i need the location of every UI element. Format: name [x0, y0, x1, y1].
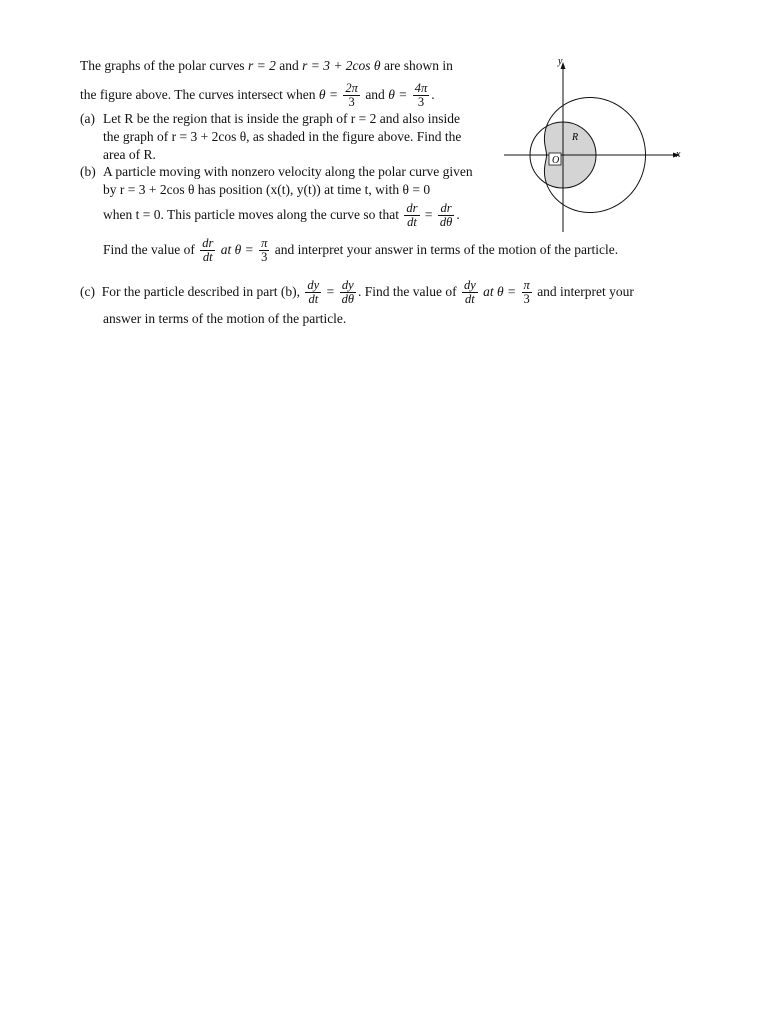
fraction-dy-dtheta	[340, 279, 356, 306]
part-b-line-1: A particle moving with nonzero velocity along the polar curve given	[103, 164, 473, 179]
fraction-denominator: 3	[523, 292, 530, 307]
part-b-text-end: and interpret your answer in terms of the motion of the particle.	[274, 242, 619, 257]
part-b-line-3	[103, 200, 460, 230]
equals-sign: =	[424, 207, 433, 222]
part-c-label: (c)	[80, 284, 95, 299]
equation-r2: r = 2	[247, 58, 276, 73]
period: .	[456, 207, 460, 222]
polar-curves-figure	[502, 56, 686, 234]
part-c-text-end: and interpret your	[537, 284, 634, 299]
theta-eq: θ =	[318, 87, 339, 102]
part-b-line-4	[103, 235, 618, 265]
fraction-denominator: dθ	[439, 215, 453, 230]
part-a-line-2: the graph of r = 3 + 2cos θ, as shaded in the figure above. Find the	[103, 129, 462, 144]
fraction-denominator: 3	[261, 250, 268, 265]
fraction-numerator: dr	[406, 201, 418, 216]
fraction-numerator: 2π	[345, 81, 358, 96]
part-c-text-2: . Find the value of	[358, 284, 457, 299]
fraction-numerator: dy	[463, 278, 476, 293]
theta-eq: at θ =	[220, 242, 254, 257]
intro-text: The graphs of the polar curves	[80, 58, 245, 73]
fraction-dr-dt	[200, 237, 215, 264]
fraction-numerator: π	[261, 236, 268, 251]
fraction-denominator: dt	[202, 250, 213, 265]
theta-eq: at θ =	[483, 284, 517, 299]
fraction-pi-3	[259, 237, 269, 264]
fraction-numerator: dr	[202, 236, 214, 251]
fraction-dr-dtheta	[438, 202, 454, 229]
part-b-label: (b)	[80, 164, 96, 179]
origin-label: O	[552, 155, 560, 166]
intro-and-2: and	[365, 87, 385, 102]
fraction-numerator: 4π	[414, 81, 428, 96]
fraction-pi-3	[522, 279, 532, 306]
fraction-numerator: dy	[340, 279, 356, 293]
x-axis-label: x	[676, 149, 681, 160]
part-b-text: Find the value of	[103, 242, 195, 257]
fraction-denominator: 3	[417, 95, 425, 110]
part-c-line-1	[80, 277, 634, 307]
fraction-denominator: dt	[407, 215, 417, 230]
region-r-label: R	[572, 132, 579, 143]
part-a-label: (a)	[80, 111, 95, 126]
part-b-line-2: by r = 3 + 2cos θ has position (x(t), y(t)) at time t, with θ = 0	[103, 182, 431, 197]
part-b-text: when t = 0. This particle moves along the curve so that	[103, 207, 400, 222]
fraction-denominator: dθ	[341, 292, 354, 307]
intro-line-1	[80, 58, 453, 74]
part-a-line-3: area of R.	[103, 147, 156, 162]
intro-text-end: are shown in	[383, 58, 453, 73]
fraction-2pi-3	[343, 82, 360, 109]
fraction-4pi-3	[413, 82, 430, 109]
intro-line-2	[80, 80, 435, 110]
intro-text-2: the figure above. The curves intersect when	[80, 87, 316, 102]
fraction-numerator: π	[523, 278, 530, 293]
fraction-dr-dt	[404, 202, 419, 229]
intro-and: and	[279, 58, 299, 73]
part-a-line-1: Let R be the region that is inside the graph of r = 2 and also inside	[103, 111, 461, 126]
equals-sign: =	[326, 284, 335, 299]
part-c-line-2: answer in terms of the motion of the particle.	[103, 311, 347, 326]
polar-graph	[502, 56, 686, 234]
theta-eq-2: θ =	[388, 87, 408, 102]
period: .	[431, 87, 435, 102]
fraction-dy-dt	[305, 279, 321, 306]
fraction-numerator: dr	[438, 202, 454, 216]
y-axis-label: y	[558, 56, 563, 67]
fraction-denominator: dt	[308, 292, 319, 307]
fraction-denominator: 3	[348, 95, 355, 110]
fraction-denominator: dt	[465, 292, 475, 307]
fraction-dy-dt	[462, 279, 478, 306]
part-c-text: For the particle described in part (b),	[101, 284, 301, 299]
fraction-numerator: dy	[307, 278, 320, 293]
equation-curve: r = 3 + 2cos θ	[302, 58, 381, 73]
